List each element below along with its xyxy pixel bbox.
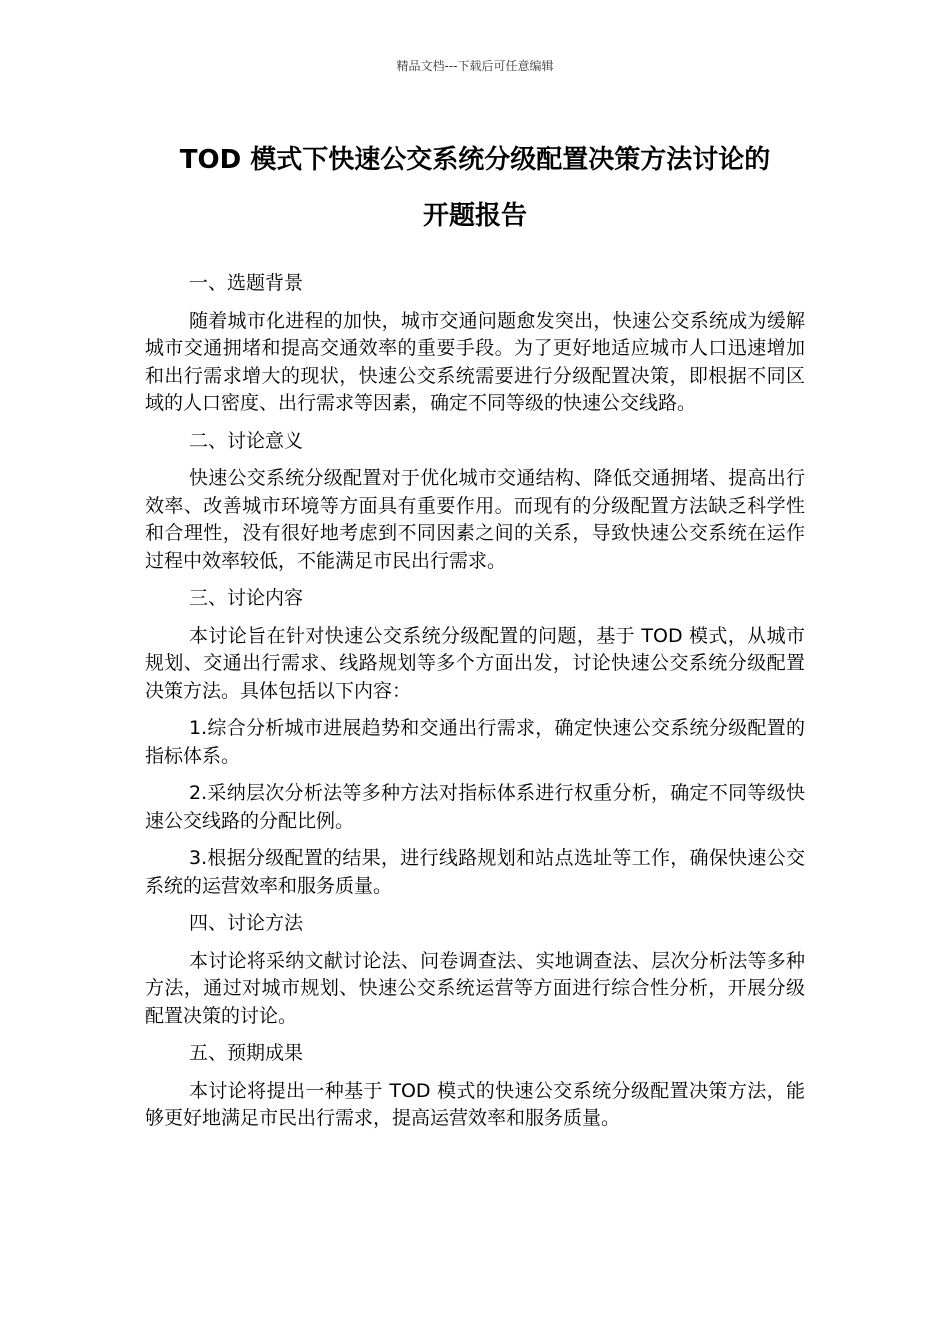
section-paragraph: 本讨论旨在针对快速公交系统分级配置的问题，基于 TOD 模式，从城市规划、交通出行需求、线路规划等多个方面出发，讨论快速公交系统分级配置决策方法。具体包括以下内容： [145, 624, 805, 702]
title-line-1: TOD 模式下快速公交系统分级配置决策方法讨论的 [179, 145, 771, 175]
section-heading: 三、讨论内容 [189, 587, 304, 609]
section-paragraph: 本讨论将采纳文献讨论法、问卷调查法、实地调查法、层次分析法等多种方法，通过对城市规划、快速公交系统运营等方面进行综合性分析，开展分级配置决策的讨论。 [145, 949, 805, 1027]
section-paragraph: 随着城市化进程的加快，城市交通问题愈发突出，快速公交系统成为缓解城市交通拥堵和提高交通效率的重要手段。为了更好地适应城市人口迅速增加和出行需求增大的现状，快速公交系统需要进行分级配置决策，即根据不同区域的人口密度、出行需求等因素，确定不同等级的快速公交线路。 [145, 309, 805, 414]
title-line-2: 开题报告 [422, 201, 527, 231]
section-heading: 一、选题背景 [189, 272, 304, 294]
header-note: 精品文档---下载后可任意编辑 [396, 59, 554, 73]
section-paragraph: 本讨论将提出一种基于 TOD 模式的快速公交系统分级配置决策方法，能够更好地满足市民出行需求，提高运营效率和服务质量。 [145, 1079, 805, 1129]
document-title [145, 132, 805, 244]
section-heading: 五、预期成果 [189, 1042, 304, 1064]
list-item: 2.采纳层次分析法等多种方法对指标体系进行权重分析，确定不同等级快速公交线路的分配比例。 [145, 782, 805, 832]
section-heading: 二、讨论意义 [189, 429, 304, 452]
document-body [145, 270, 805, 1143]
section-heading: 四、讨论方法 [189, 912, 304, 934]
list-item: 3.根据分级配置的结果，进行线路规划和站点选址等工作，确保快速公交系统的运营效率和服务质量。 [145, 847, 805, 897]
list-item: 1.综合分析城市进展趋势和交通出行需求，确定快速公交系统分级配置的指标体系。 [145, 717, 805, 767]
section-paragraph: 快速公交系统分级配置对于优化城市交通结构、降低交通拥堵、提高出行效率、改善城市环境等方面具有重要作用。而现有的分级配置方法缺乏科学性和合理性，没有很好地考虑到不同因素之间的关系，导致快速公交系统在运作过程中效率较低，不能满足市民出行需求。 [145, 467, 805, 572]
